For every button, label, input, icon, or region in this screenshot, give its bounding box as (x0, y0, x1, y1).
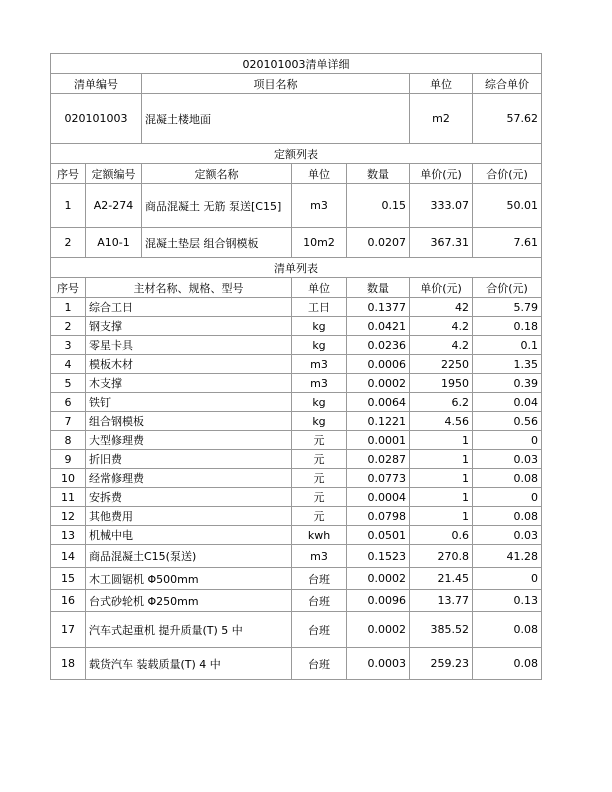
materials-section-title: 清单列表 (51, 258, 542, 278)
quota-code: A2-274 (86, 184, 142, 228)
quota-header-total: 合价(元) (473, 164, 542, 184)
material-no: 10 (51, 469, 86, 488)
material-total: 0.1 (473, 336, 542, 355)
material-unit: m3 (292, 374, 347, 393)
table-row (51, 431, 542, 450)
material-no: 14 (51, 545, 86, 568)
material-no: 9 (51, 450, 86, 469)
quota-price: 367.31 (410, 228, 473, 258)
material-no: 2 (51, 317, 86, 336)
material-unit: 台班 (292, 648, 347, 680)
material-no: 17 (51, 612, 86, 648)
table-row (51, 590, 542, 612)
table-row (51, 648, 542, 680)
table-row (51, 317, 542, 336)
material-no: 18 (51, 648, 86, 680)
quota-header-unit: 单位 (292, 164, 347, 184)
material-unit: 元 (292, 450, 347, 469)
material-qty: 0.1221 (347, 412, 410, 431)
material-total: 0.18 (473, 317, 542, 336)
material-price: 1 (410, 488, 473, 507)
table-row (51, 336, 542, 355)
material-qty: 0.1377 (347, 298, 410, 317)
materials-header-total: 合价(元) (473, 278, 542, 298)
material-no: 15 (51, 568, 86, 590)
material-price: 1 (410, 469, 473, 488)
materials-header-name: 主材名称、规格、型号 (86, 278, 292, 298)
quota-qty: 0.15 (347, 184, 410, 228)
quota-price: 333.07 (410, 184, 473, 228)
bill-header-name: 项目名称 (142, 74, 410, 94)
material-total: 41.28 (473, 545, 542, 568)
material-name: 综合工日 (86, 298, 292, 317)
material-name: 铁钉 (86, 393, 292, 412)
material-qty: 0.0006 (347, 355, 410, 374)
material-unit: m3 (292, 355, 347, 374)
material-name: 载货汽车 装载质量(T) 4 中 (86, 648, 292, 680)
material-total: 0 (473, 431, 542, 450)
material-name: 经常修理费 (86, 469, 292, 488)
quota-name: 商品混凝土 无筋 泵送[C15] (142, 184, 292, 228)
table-row (51, 612, 542, 648)
material-no: 6 (51, 393, 86, 412)
material-unit: 元 (292, 469, 347, 488)
material-name: 其他费用 (86, 507, 292, 526)
quota-header-code: 定额编号 (86, 164, 142, 184)
material-name: 机械中电 (86, 526, 292, 545)
material-price: 270.8 (410, 545, 473, 568)
material-qty: 0.0002 (347, 612, 410, 648)
material-no: 4 (51, 355, 86, 374)
material-unit: kg (292, 393, 347, 412)
material-name: 汽车式起重机 提升质量(T) 5 中 (86, 612, 292, 648)
material-price: 4.2 (410, 317, 473, 336)
material-total: 1.35 (473, 355, 542, 374)
material-total: 0 (473, 488, 542, 507)
material-qty: 0.0236 (347, 336, 410, 355)
bill-price: 57.62 (473, 94, 542, 144)
material-unit: 台班 (292, 612, 347, 648)
table-title: 020101003清单详细 (51, 54, 542, 74)
bill-name: 混凝土楼地面 (142, 94, 410, 144)
material-price: 4.56 (410, 412, 473, 431)
material-qty: 0.0003 (347, 648, 410, 680)
materials-header-qty: 数量 (347, 278, 410, 298)
bill-header-price: 综合单价 (473, 74, 542, 94)
material-name: 大型修理费 (86, 431, 292, 450)
bill-detail-table (50, 53, 542, 680)
material-unit: 台班 (292, 590, 347, 612)
material-total: 0.04 (473, 393, 542, 412)
material-price: 259.23 (410, 648, 473, 680)
material-unit: 元 (292, 431, 347, 450)
material-price: 42 (410, 298, 473, 317)
table-row (51, 412, 542, 431)
material-price: 21.45 (410, 568, 473, 590)
material-qty: 0.0001 (347, 431, 410, 450)
material-price: 13.77 (410, 590, 473, 612)
material-unit: 元 (292, 488, 347, 507)
quota-header-price: 单价(元) (410, 164, 473, 184)
quota-qty: 0.0207 (347, 228, 410, 258)
material-no: 8 (51, 431, 86, 450)
quota-code: A10-1 (86, 228, 142, 258)
material-name: 商品混凝土C15(泵送) (86, 545, 292, 568)
material-qty: 0.0773 (347, 469, 410, 488)
material-qty: 0.0501 (347, 526, 410, 545)
material-total: 0.08 (473, 507, 542, 526)
material-no: 11 (51, 488, 86, 507)
table-row (51, 355, 542, 374)
material-price: 6.2 (410, 393, 473, 412)
materials-header-no: 序号 (51, 278, 86, 298)
material-price: 1950 (410, 374, 473, 393)
material-qty: 0.0798 (347, 507, 410, 526)
material-price: 2250 (410, 355, 473, 374)
table-row (51, 568, 542, 590)
material-qty: 0.0421 (347, 317, 410, 336)
bill-code: 020101003 (51, 94, 142, 144)
table-row (51, 545, 542, 568)
material-total: 0.08 (473, 648, 542, 680)
material-unit: kwh (292, 526, 347, 545)
material-no: 12 (51, 507, 86, 526)
material-qty: 0.0002 (347, 374, 410, 393)
material-total: 0.39 (473, 374, 542, 393)
material-total: 0.03 (473, 526, 542, 545)
material-name: 折旧费 (86, 450, 292, 469)
material-qty: 0.0004 (347, 488, 410, 507)
material-no: 7 (51, 412, 86, 431)
bill-header-code: 清单编号 (51, 74, 142, 94)
table-row (51, 507, 542, 526)
quota-row (51, 184, 542, 228)
quota-row (51, 228, 542, 258)
material-unit: m3 (292, 545, 347, 568)
bill-unit: m2 (410, 94, 473, 144)
material-name: 木工圆锯机 Φ500mm (86, 568, 292, 590)
material-price: 1 (410, 431, 473, 450)
material-name: 钢支撑 (86, 317, 292, 336)
material-total: 5.79 (473, 298, 542, 317)
material-total: 0.13 (473, 590, 542, 612)
table-row (51, 469, 542, 488)
material-price: 385.52 (410, 612, 473, 648)
table-row (51, 393, 542, 412)
material-unit: kg (292, 336, 347, 355)
quota-header-qty: 数量 (347, 164, 410, 184)
quota-unit: 10m2 (292, 228, 347, 258)
material-price: 0.6 (410, 526, 473, 545)
material-unit: 台班 (292, 568, 347, 590)
material-name: 台式砂轮机 Φ250mm (86, 590, 292, 612)
material-no: 13 (51, 526, 86, 545)
material-unit: 工日 (292, 298, 347, 317)
table-row (51, 374, 542, 393)
material-no: 1 (51, 298, 86, 317)
material-qty: 0.1523 (347, 545, 410, 568)
table-row (51, 298, 542, 317)
quota-header-name: 定额名称 (142, 164, 292, 184)
quota-no: 2 (51, 228, 86, 258)
quota-header-no: 序号 (51, 164, 86, 184)
materials-header-price: 单价(元) (410, 278, 473, 298)
material-qty: 0.0096 (347, 590, 410, 612)
material-price: 1 (410, 450, 473, 469)
table-row (51, 488, 542, 507)
quota-section-title: 定额列表 (51, 144, 542, 164)
material-unit: 元 (292, 507, 347, 526)
table-row (51, 450, 542, 469)
material-name: 木支撑 (86, 374, 292, 393)
material-unit: kg (292, 317, 347, 336)
material-name: 零星卡具 (86, 336, 292, 355)
quota-total: 50.01 (473, 184, 542, 228)
material-name: 模板木材 (86, 355, 292, 374)
material-total: 0.08 (473, 612, 542, 648)
material-total: 0.08 (473, 469, 542, 488)
quota-no: 1 (51, 184, 86, 228)
material-no: 5 (51, 374, 86, 393)
material-total: 0.56 (473, 412, 542, 431)
material-unit: kg (292, 412, 347, 431)
material-name: 安拆费 (86, 488, 292, 507)
material-qty: 0.0287 (347, 450, 410, 469)
quota-unit: m3 (292, 184, 347, 228)
bill-header-unit: 单位 (410, 74, 473, 94)
materials-header-unit: 单位 (292, 278, 347, 298)
material-price: 4.2 (410, 336, 473, 355)
material-price: 1 (410, 507, 473, 526)
quota-name: 混凝土垫层 组合钢模板 (142, 228, 292, 258)
material-qty: 0.0064 (347, 393, 410, 412)
material-name: 组合钢模板 (86, 412, 292, 431)
quota-total: 7.61 (473, 228, 542, 258)
material-total: 0.03 (473, 450, 542, 469)
material-no: 16 (51, 590, 86, 612)
material-total: 0 (473, 568, 542, 590)
material-no: 3 (51, 336, 86, 355)
material-qty: 0.0002 (347, 568, 410, 590)
table-row (51, 526, 542, 545)
